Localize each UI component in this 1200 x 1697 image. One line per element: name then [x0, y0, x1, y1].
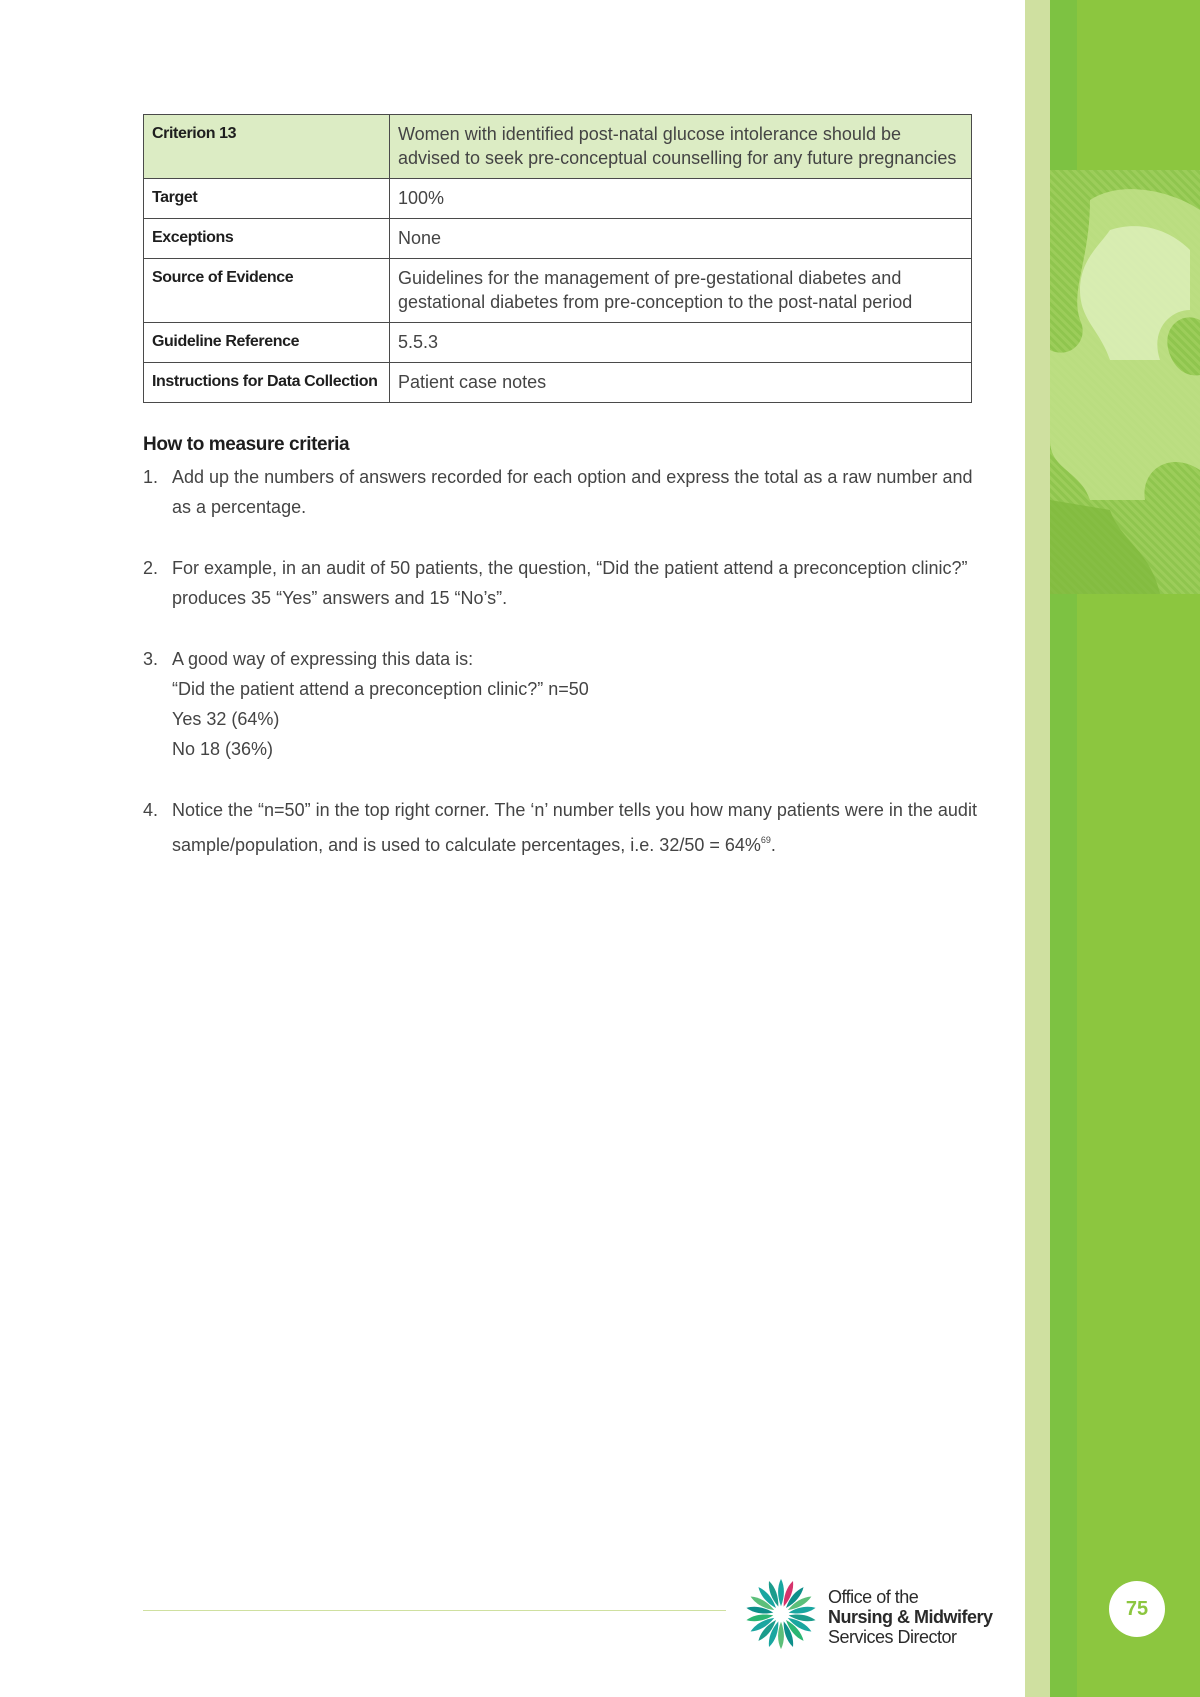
- table-row: [144, 323, 972, 363]
- onmsd-logo-icon: [742, 1575, 820, 1653]
- list-item: [143, 462, 983, 522]
- value-line: gestational diabetes from pre-conception to the post-natal period: [398, 292, 913, 312]
- step-line: Add up the numbers of answers recorded for each option and express the total as a raw number and: [172, 467, 973, 487]
- step-line: Yes 32 (64%): [172, 709, 280, 729]
- row-label: Exceptions: [144, 219, 390, 259]
- value-line: advised to seek pre-conceptual counselling for any future pregnancies: [398, 148, 957, 168]
- table-row: [144, 179, 972, 219]
- logo-petal: [778, 1579, 784, 1606]
- row-value: [390, 259, 972, 323]
- page-number: 75: [1109, 1581, 1165, 1637]
- step-line: as a percentage.: [172, 497, 307, 517]
- list-item: [143, 644, 983, 764]
- side-band-pale: [1025, 0, 1050, 1697]
- value-line: Guidelines for the management of pre-gestational diabetes and: [398, 268, 902, 288]
- step-number: 2.: [143, 558, 159, 578]
- row-value: 5.5.3: [390, 323, 972, 363]
- step-line-tail: .: [770, 835, 776, 855]
- measure-steps-list: [143, 462, 983, 860]
- table-row: [144, 363, 972, 403]
- list-item: [143, 553, 983, 613]
- step-number: 4.: [143, 800, 159, 820]
- step-number: 3.: [143, 649, 159, 669]
- logo-text: [828, 1587, 993, 1647]
- section-title: How to measure criteria: [143, 434, 350, 455]
- row-label: Target: [144, 179, 390, 219]
- row-value: 100%: [390, 179, 972, 219]
- step-line: produces 35 “Yes” answers and 15 “No’s”.: [172, 588, 508, 608]
- list-item: [143, 795, 983, 860]
- table-row: [144, 219, 972, 259]
- row-label: Criterion 13: [144, 115, 390, 179]
- row-value: [390, 115, 972, 179]
- footer-rule: [143, 1610, 726, 1611]
- row-value: Patient case notes: [390, 363, 972, 403]
- logo-petal: [778, 1622, 784, 1649]
- step-line: For example, in an audit of 50 patients, the question, “Did the patient attend a preconception clinic?”: [172, 558, 968, 578]
- row-label: Guideline Reference: [144, 323, 390, 363]
- step-line-text: sample/population, and is used to calculate percentages, i.e. 32/50 = 64%: [172, 835, 761, 855]
- step-line: “Did the patient attend a preconception clinic?” n=50: [172, 679, 589, 699]
- table-row: [144, 259, 972, 323]
- step-line: A good way of expressing this data is:: [172, 649, 474, 669]
- logo-line-2: Nursing & Midwifery: [828, 1607, 993, 1627]
- logo-line-3: Services Director: [828, 1627, 957, 1647]
- row-label: Instructions for Data Collection: [144, 363, 390, 403]
- row-value: None: [390, 219, 972, 259]
- value-line: Women with identified post-natal glucose intolerance should be: [398, 124, 901, 144]
- criterion-table: [143, 114, 972, 403]
- step-line: No 18 (36%): [172, 739, 274, 759]
- logo-line-1: Office of the: [828, 1587, 919, 1607]
- puzzle-image: [1050, 170, 1200, 594]
- step-line: Notice the “n=50” in the top right corner. The ‘n’ number tells you how many patients were in the audit: [172, 800, 977, 820]
- footnote-marker[interactable]: 69: [760, 835, 771, 845]
- table-row: [144, 115, 972, 179]
- row-label: Source of Evidence: [144, 259, 390, 323]
- step-number: 1.: [143, 467, 159, 487]
- step-line: [172, 825, 983, 860]
